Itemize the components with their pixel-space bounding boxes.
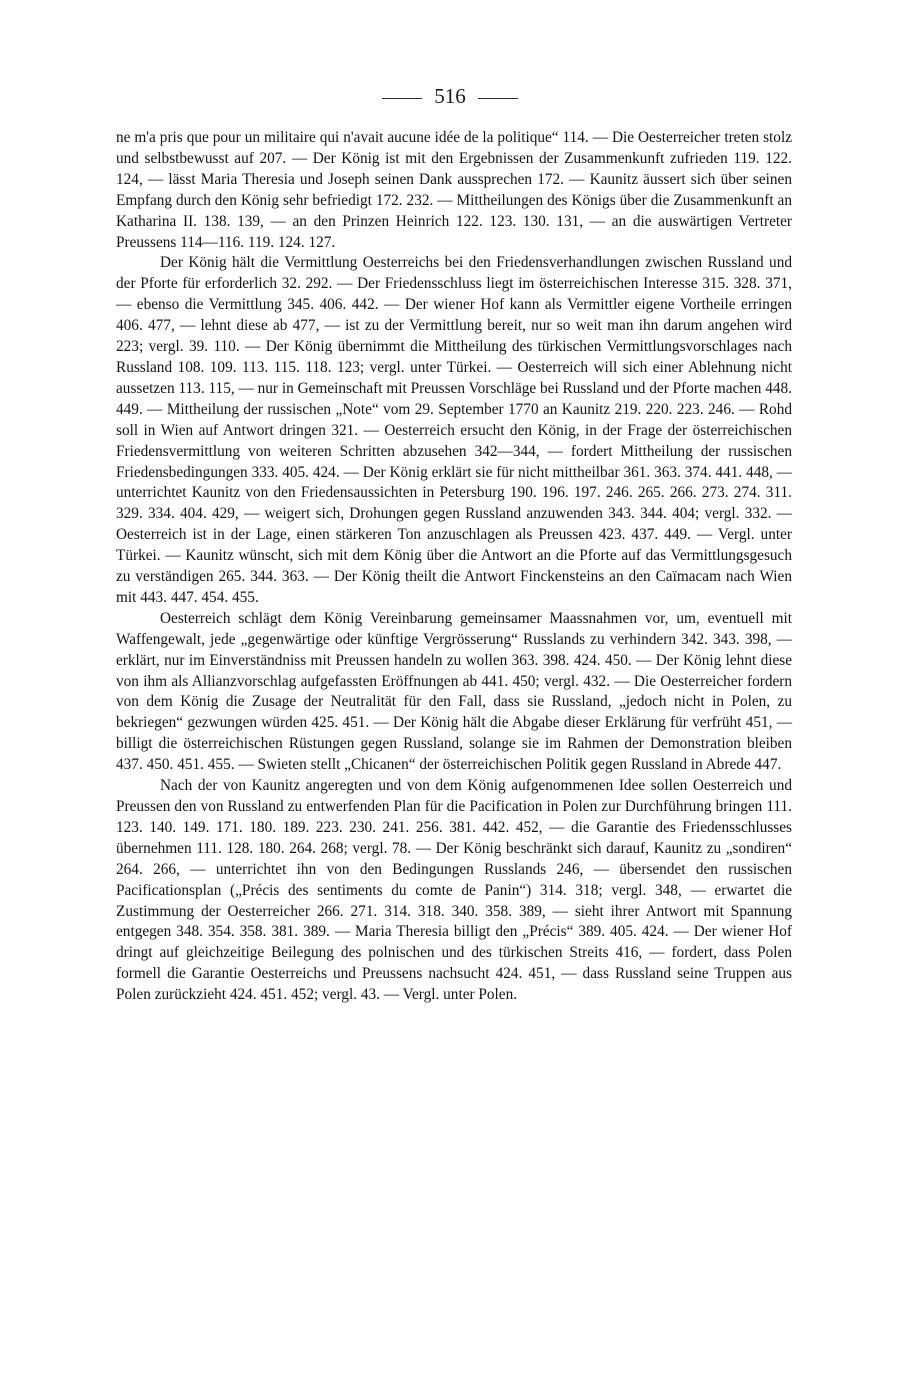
paragraph-vereinbarung: Oesterreich schlägt dem König Vereinbarung gemeinsamer Maassnahmen vor, um, eventuell mit Waffengewalt, jede „gegenwärtige oder künftige Vergrösserung“ Russlands zu verhindern 342. 343. 398, — erklärt, nur im Einverständniss mit Preussen handeln zu wollen 363. 398. 424. 450. — Der König lehnt diese von ihm als Allianzvorschlag aufgefassten Eröffnungen ab 441. 450; vergl. 432. — Die Oesterreicher fordern von dem König die Zusage der Neutralität für den Fall, dass sie Russland, „jedoch nicht in Polen, zu bekriegen“ gezwungen würden 425. 451. — Der König hält die Abgabe dieser Erklärung für verfrüht 451, — billigt die österreichischen Rüstungen gegen Russland, solange sie im Rahmen der Demonstration bleiben 437. 450. 451. 455. — Swieten stellt „Chicanen“ der österreichischen Politik gegen Russland in Abrede 447. (116, 609, 792, 774)
paragraph-vermittlung: Der König hält die Vermittlung Oesterreichs bei den Friedensverhandlungen zwischen Russland und der Pforte für erforderlich 32. 292. — Der Friedensschluss liegt im österreichischen Interesse 315. 328. 371, — ebenso die Vermittlung 345. 406. 442. — Der wiener Hof kann als Vermittler eigene Vortheile erringen 406. 477, — lehnt diese ab 477, — ist zu der Vermittlung bereit, nur so weit man ihn darum angehen wird 223; vergl. 39. 110. — Der König übernimmt die Mittheilung des türkischen Vermittlungsvorschlages nach Russland 108. 109. 113. 115. 118. 123; vergl. unter Türkei. — Oesterreich will sich einer Ablehnung nicht aussetzen 113. 115, — nur in Gemeinschaft mit Preussen Vorschläge bei Russland und der Pforte machen 448. 449. — Mittheilung der russischen „Note“ vom 29. September 1770 an Kaunitz 219. 220. 223. 246. — Rohd soll in Wien auf Antwort dringen 321. — Oesterreich ersucht den König, in der Frage der österreichischen Friedensvermittlung von weiteren Schritten abzusehen 342—344, — fordert Mittheilung der russischen Friedensbedingungen 333. 405. 424. — Der König erklärt sie für nicht mittheilbar 361. 363. 374. 441. 448, — unterrichtet Kaunitz von den Friedensaussichten in Petersburg 190. 196. 197. 246. 265. 266. 273. 274. 311. 329. 334. 404. 429, — weigert sich, Drohungen gegen Russland anzuwenden 343. 344. 404; vergl. 332. — Oesterreich ist in der Lage, einen stärkeren Ton anzuschlagen als Preussen 423. 437. 449. — Vergl. unter Türkei. — Kaunitz wünscht, sich mit dem König über die Antwort an die Pforte auf das Vermittlungsgesuch zu verständigen 265. 344. 363. — Der König theilt die Antwort Finckensteins an den Caïmacam nach Wien mit 443. 447. 454. 455. (116, 254, 792, 606)
page-number: 516 (434, 84, 466, 108)
paragraph-pacification: Nach der von Kaunitz angeregten und von dem König aufgenommenen Idee sollen Oesterreich und Preussen den von Russland zu entwerfenden Plan für die Pacification in Polen zur Durchführung bringen 111. 123. 140. 149. 171. 180. 189. 223. 230. 241. 256. 381. 442. 452, — die Garantie des Friedensschlusses übernehmen 111. 128. 180. 264. 268; vergl. 78. — Der König beschränkt sich darauf, Kaunitz zu „sondiren“ 264. 266, — unterrichtet ihn von den Bedingungen Russlands 246, — übersendet den russischen Pacificationsplan („Précis des sentiments du comte de Panin“) 314. 318; vergl. 348, — erwartet die Zustimmung der Oesterreicher 266. 271. 314. 318. 340. 358. 389, — sieht ihrer Antwort mit Spannung entgegen 348. 354. 358. 381. 389. — Maria Theresia billigt den „Précis“ 389. 405. 424. — Der wiener Hof dringt auf gleichzeitige Beilegung des polnischen und des türkischen Streits 416, — fordert, dass Polen formell die Garantie Oesterreichs und Preussens nachsucht 424. 451, — dass Russland seine Truppen aus Polen zurückzieht 424. 451. 452; vergl. 43. — Vergl. unter Polen. (116, 777, 792, 1004)
paragraph-continued: ne m'a pris que pour un militaire qui n'avait aucune idée de la politique“ 114. — Die Oesterreicher treten stolz und selbstbewusst auf 207. — Der König ist mit den Ergebnissen der Zusammenkunft zufrieden 119. 122. 124, — lässt Maria Theresia und Joseph seinen Dank aussprechen 172. — Kaunitz äussert sich über seinen Empfang durch den König sehr befriedigt 172. 232. — Mittheilungen des Königs über die Zusammenkunft an Katharina II. 138. 139, — an den Prinzen Heinrich 122. 123. 130. 131, — an die auswärtigen Vertreter Preussens 114—116. 119. 124. 127. (116, 129, 792, 251)
index-text (116, 128, 792, 1006)
header-dash-left (382, 98, 422, 99)
page-header (0, 84, 900, 109)
header-dash-right (478, 98, 518, 99)
